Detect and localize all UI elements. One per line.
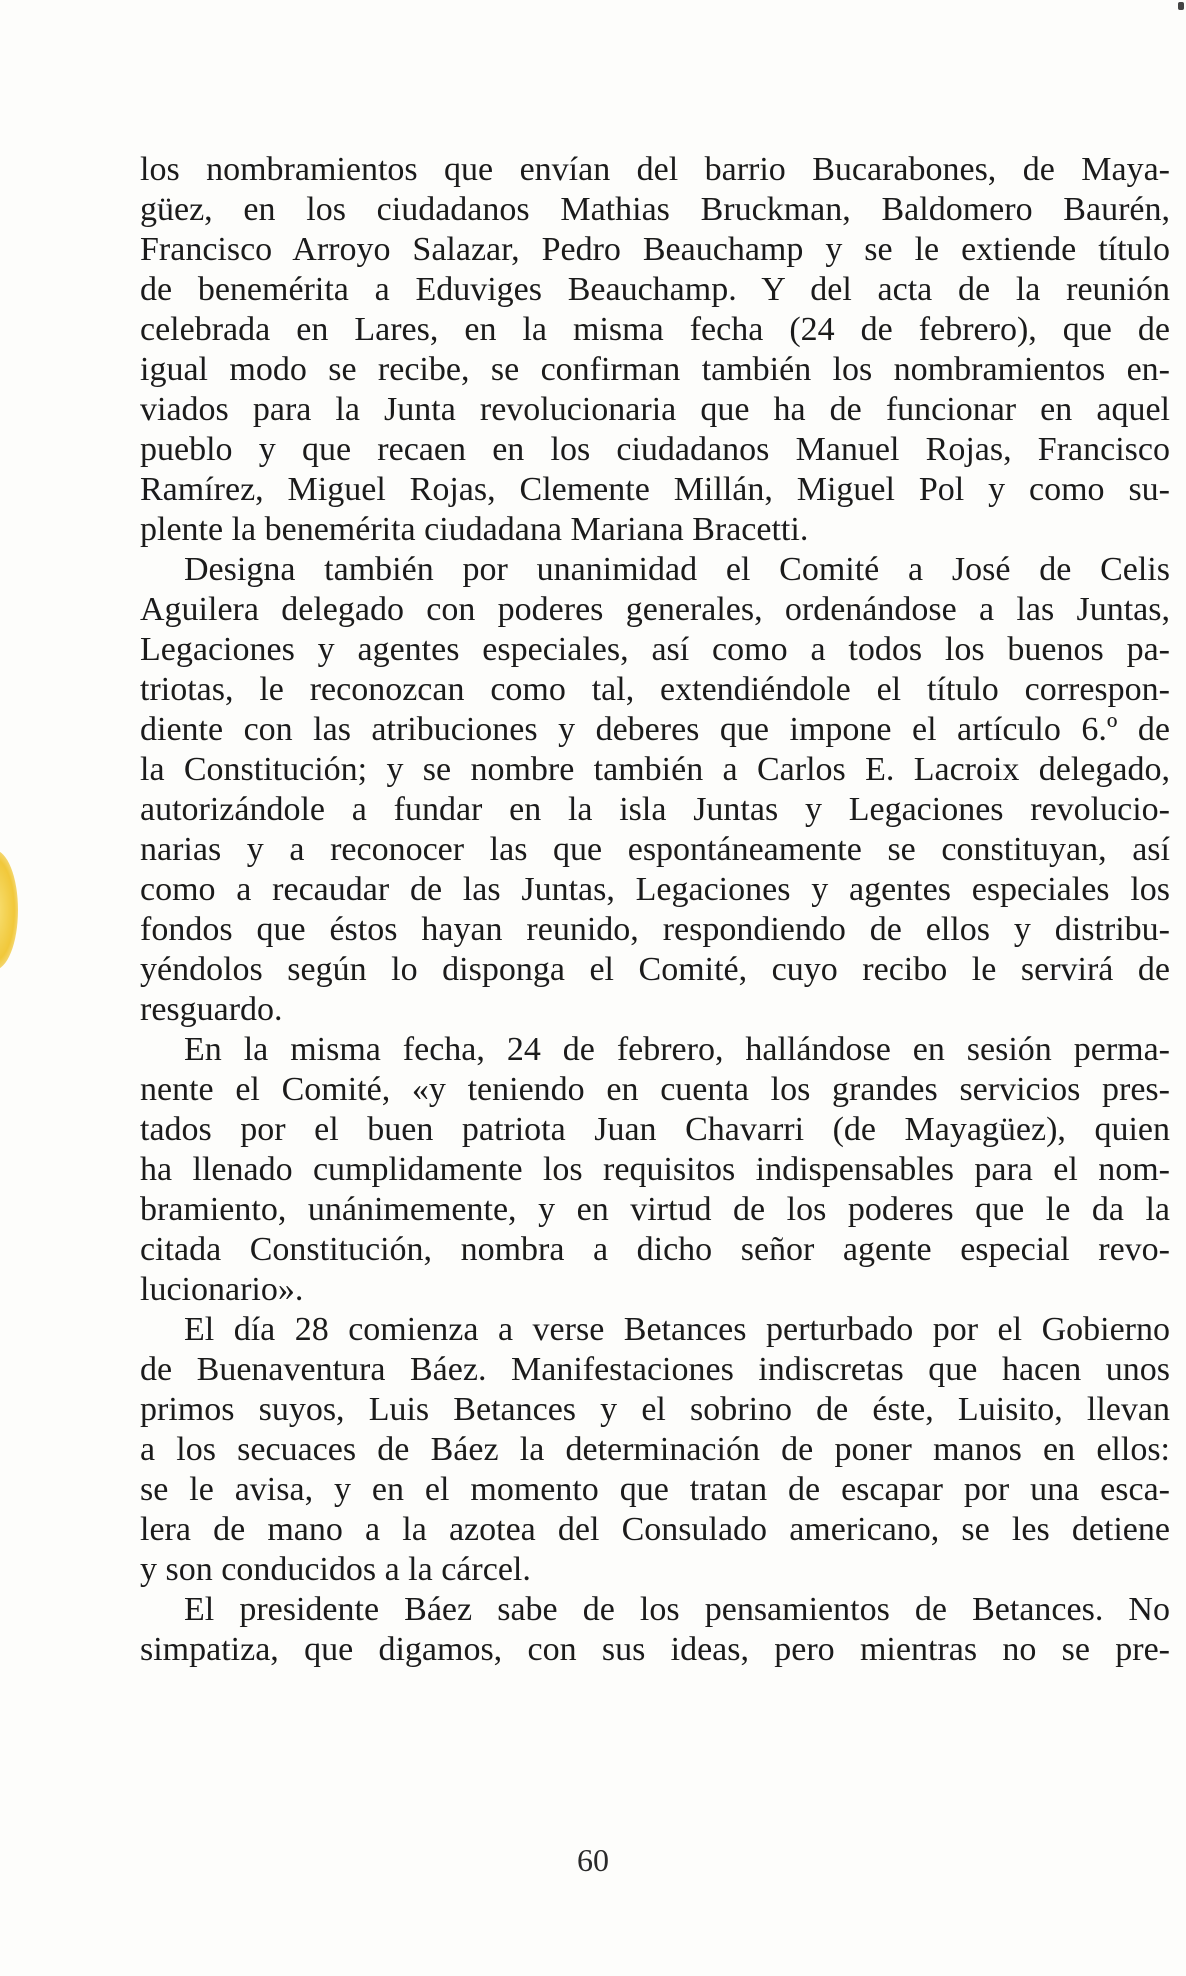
corner-mark [1178, 2, 1184, 10]
text-line: simpatiza, que digamos, con sus ideas, pero mientras no se pre- [140, 1631, 1170, 1668]
text-line: ha llenado cumplidamente los requisitos indispensables para el nom- [140, 1151, 1170, 1188]
text-line: primos suyos, Luis Betances y el sobrino de éste, Luisito, llevan [140, 1391, 1170, 1428]
text-line: pueblo y que recaen en los ciudadanos Manuel Rojas, Francisco [140, 431, 1170, 468]
text-line: igual modo se recibe, se confirman también los nombramientos en- [140, 351, 1170, 388]
text-line: tados por el buen patriota Juan Chavarri (de Mayagüez), quien [140, 1111, 1170, 1148]
text-line: narias y a reconocer las que espontáneamente se constituyan, así [140, 831, 1170, 868]
text-line: a los secuaces de Báez la determinación de poner manos en ellos: [140, 1431, 1170, 1468]
text-line: viados para la Junta revolucionaria que ha de funcionar en aquel [140, 391, 1170, 428]
text-line: fondos que éstos hayan reunido, respondiendo de ellos y distribu- [140, 911, 1170, 948]
text-line: güez, en los ciudadanos Mathias Bruckman, Baldomero Baurén, [140, 191, 1170, 228]
text-line: los nombramientos que envían del barrio Bucarabones, de Maya- [140, 151, 1170, 188]
text-line: de Buenaventura Báez. Manifestaciones indiscretas que hacen unos [140, 1351, 1170, 1388]
text-line: como a recaudar de las Juntas, Legaciones y agentes especiales los [140, 871, 1170, 908]
text-line: se le avisa, y en el momento que tratan de escapar por una esca- [140, 1471, 1170, 1508]
text-line: lera de mano a la azotea del Consulado americano, se les detiene [140, 1511, 1170, 1548]
text-line: lucionario». [140, 1271, 304, 1308]
text-line: resguardo. [140, 991, 283, 1028]
text-line: Francisco Arroyo Salazar, Pedro Beauchamp y se le extiende título [140, 231, 1170, 268]
text-line: Designa también por unanimidad el Comité a José de Celis [184, 551, 1170, 588]
text-line: autorizándole a fundar en la isla Juntas y Legaciones revolucio- [140, 791, 1170, 828]
text-line: bramiento, unánimemente, y en virtud de los poderes que le da la [140, 1191, 1170, 1228]
book-page-text [140, 150, 1170, 1670]
text-line: la Constitución; y se nombre también a Carlos E. Lacroix delegado, [140, 751, 1170, 788]
page-edge-highlight [0, 850, 18, 970]
text-line: citada Constitución, nombra a dicho señor agente especial revo- [140, 1231, 1170, 1268]
text-line: yéndolos según lo disponga el Comité, cuyo recibo le servirá de [140, 951, 1170, 988]
text-line: nente el Comité, «y teniendo en cuenta los grandes servicios pres- [140, 1071, 1170, 1108]
page-number: 60 [577, 1842, 609, 1878]
text-line: plente la benemérita ciudadana Mariana Bracetti. [140, 511, 809, 548]
text-line: de benemérita a Eduviges Beauchamp. Y del acta de la reunión [140, 271, 1170, 308]
text-line: celebrada en Lares, en la misma fecha (24 de febrero), que de [140, 311, 1170, 348]
text-line: El día 28 comienza a verse Betances perturbado por el Gobierno [184, 1311, 1170, 1348]
text-line: triotas, le reconozcan como tal, extendiéndole el título correspon- [140, 671, 1170, 708]
text-line: El presidente Báez sabe de los pensamientos de Betances. No [184, 1591, 1170, 1628]
text-line: diente con las atribuciones y deberes que impone el artículo 6.º de [140, 711, 1170, 748]
text-line: Aguilera delegado con poderes generales, ordenándose a las Juntas, [140, 591, 1170, 628]
text-line: Legaciones y agentes especiales, así como a todos los buenos pa- [140, 631, 1170, 668]
text-line: y son conducidos a la cárcel. [140, 1551, 531, 1588]
text-line: Ramírez, Miguel Rojas, Clemente Millán, Miguel Pol y como su- [140, 471, 1170, 508]
text-line: En la misma fecha, 24 de febrero, hallándose en sesión perma- [184, 1031, 1170, 1068]
